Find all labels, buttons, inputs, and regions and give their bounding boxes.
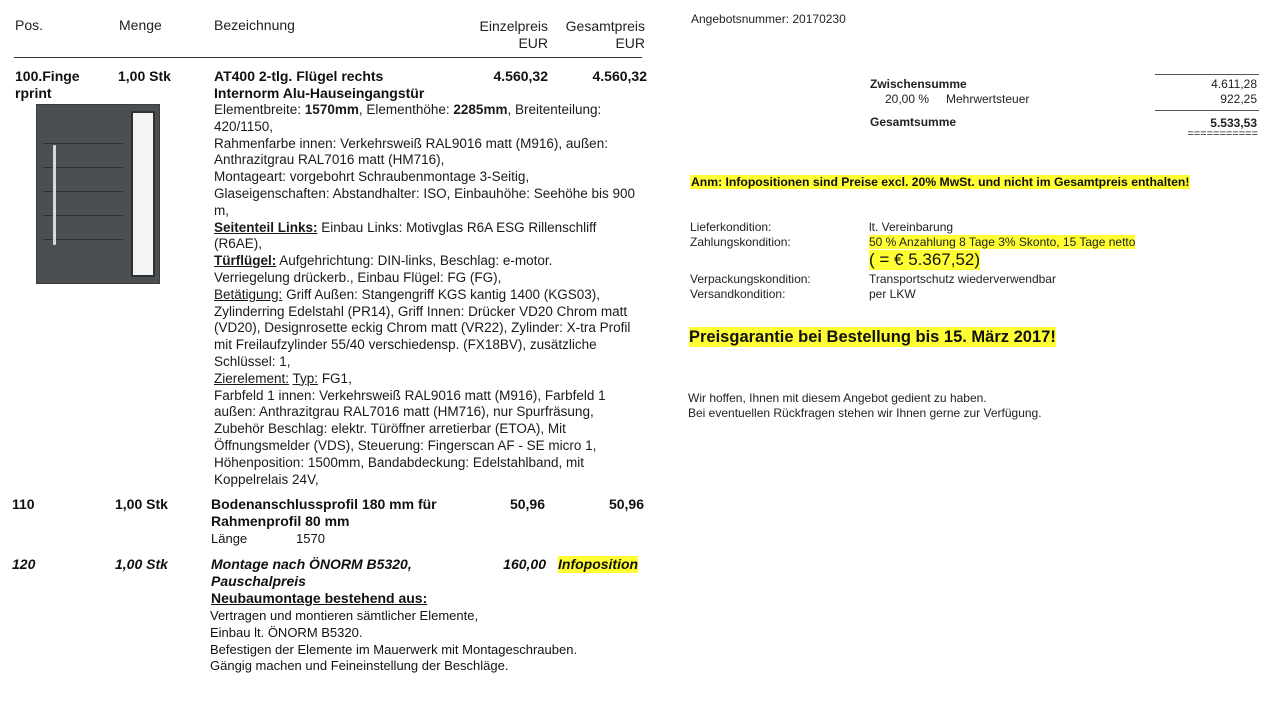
desc-line: 420/1150, [214, 118, 274, 134]
info-note: Anm: Infopositionen sind Preise excl. 20% MwSt. und nicht im Gesamtpreis enthalten! [691, 175, 1190, 189]
desc-text: Elementbreite: [214, 102, 305, 117]
payment-value: 50 % Anzahlung 8 Tage 3% Skonto, 15 Tage netto [869, 235, 1136, 249]
closing-line-1: Wir hoffen, Ihnen mit diesem Angebot gedient zu haben. [688, 391, 987, 405]
item-100-title: AT400 2-tlg. Flügel rechts [214, 68, 384, 84]
offer-number: Angebotsnummer: 20170230 [691, 12, 846, 26]
desc-line [214, 253, 654, 270]
section-betaetigung: Betätigung: [214, 286, 283, 302]
desc-text: Einbau Links: Motivglas R6A ESG Rillenschliff [317, 219, 597, 235]
desc-line: Farbfeld 1 innen: Verkehrsweiß RAL9016 matt (M916), Farbfeld 1 [214, 387, 606, 403]
packaging-value: Transportschutz wiederverwendbar [869, 272, 1056, 286]
desc-line: Verriegelung drückerb., Einbau Flügel: FG (FG), [214, 269, 502, 285]
desc-line: Schlüssel: 1, [214, 353, 291, 369]
payment-amount: ( = € 5.367,52) [869, 250, 981, 269]
col-header-bezeichnung: Bezeichnung [214, 17, 295, 33]
desc-line: (VD20), Designrosette eckig Chrom matt (VR22), Zylinder: X-tra Profil [214, 320, 631, 336]
item-120-line-1: Vertragen und montieren sämtlicher Elemente, [210, 608, 479, 623]
desc-line: Zubehör Beschlag: elektr. Türöffner arretierbar (ETOA), Mit [214, 421, 566, 437]
item-100-total-price: 4.560,32 [592, 68, 647, 84]
item-120-qty: 1,00 Stk [115, 556, 168, 572]
delivery-label: Lieferkondition: [690, 220, 772, 234]
desc-line: Glaseigenschaften: Abstandhalter: ISO, Einbauhöhe: Seehöhe bis 900 [214, 185, 636, 201]
subtotal-label: Zwischensumme [870, 77, 967, 91]
price-guarantee: Preisgarantie bei Bestellung bis 15. März 2017! [689, 328, 1056, 346]
item-100-description [214, 102, 654, 488]
payment-label: Zahlungskondition: [690, 235, 791, 249]
total-double-rule: =========== [1187, 128, 1258, 140]
vat-label: Mehrwertsteuer [946, 92, 1030, 106]
item-120-line-4: Gängig machen und Feineinstellung der Beschläge. [210, 658, 509, 673]
item-120-pos: 120 [12, 556, 36, 572]
total-label: Gesamtsumme [870, 115, 957, 129]
desc-text: , Breitenteilung: [507, 102, 602, 117]
closing-line-2: Bei eventuellen Rückfragen stehen wir Ihnen gerne zur Verfügung. [688, 406, 1042, 420]
desc-line: m, [214, 202, 229, 218]
col-header-menge: Menge [119, 17, 162, 33]
section-typ: Typ: [292, 370, 319, 386]
desc-text: , Elementhöhe: [358, 102, 454, 117]
item-120-unit-price: 160,00 [503, 556, 546, 572]
delivery-value: lt. Vereinbarung [869, 220, 954, 234]
desc-line: Zylinderring Edelstahl (PR14), Griff Innen: Drücker VD20 Chrom matt [214, 303, 628, 319]
desc-text: Griff Außen: Stangengriff KGS kantig 1400 (KGS03), [282, 286, 600, 302]
item-120-subtitle: Pauschalpreis [211, 573, 306, 589]
desc-line: Rahmenfarbe innen: Verkehrsweiß RAL9016 matt (M916), außen: [214, 135, 608, 151]
item-110-total-price: 50,96 [608, 496, 644, 512]
total-rule [1155, 110, 1259, 111]
desc-line: Höhenposition: 1500mm, Bandabdeckung: Edelstahlband, mit [214, 454, 584, 470]
door-handle [53, 145, 56, 245]
item-120-line-3: Befestigen der Elemente im Mauerwerk mit Montageschrauben. [210, 642, 578, 657]
element-height: 2285mm [453, 102, 508, 117]
total-value: 5.533,53 [1210, 116, 1257, 130]
desc-line: Montageart: vorgebohrt Schraubenmontage 3-Seitig, [214, 169, 530, 185]
col-header-einzelpreis: Einzelpreis [479, 18, 548, 34]
item-110-length-value: 1570 [296, 531, 325, 546]
shipping-value: per LKW [869, 287, 916, 301]
col-header-gesamtpreis: Gesamtpreis [565, 18, 645, 34]
section-zierelement: Zierelement: [214, 370, 290, 386]
item-110-qty: 1,00 Stk [115, 496, 168, 512]
desc-line [214, 287, 654, 304]
desc-line [214, 371, 654, 388]
desc-line: (R6AE), [214, 236, 263, 252]
desc-text: FG1, [318, 370, 352, 386]
vat-value: 922,25 [1220, 92, 1257, 106]
section-tuerfluegel: Türflügel: [214, 253, 277, 269]
section-seitenteil: Seitenteil Links: [214, 219, 318, 235]
item-120-title: Montage nach ÖNORM B5320, [211, 556, 412, 572]
desc-line [214, 102, 654, 119]
item-100-qty: 1,00 Stk [118, 68, 171, 84]
header-divider [14, 57, 642, 58]
item-120-info-badge: Infoposition [558, 556, 639, 572]
col-header-pos: Pos. [15, 17, 44, 33]
desc-text: Aufgehrichtung: DIN-links, Beschlag: e-motor. [276, 253, 553, 269]
subtotal-rule [1155, 74, 1259, 75]
shipping-label: Versandkondition: [690, 287, 786, 301]
item-110-unit-price: 50,96 [509, 496, 545, 512]
item-110-subtitle: Rahmenprofil 80 mm [211, 513, 350, 529]
door-sidelite [131, 111, 155, 277]
item-120-line-2: Einbau lt. ÖNORM B5320. [210, 625, 363, 640]
item-110-length-label: Länge [211, 531, 248, 546]
vat-rate: 20,00 % [885, 92, 930, 106]
item-100-unit-price: 4.560,32 [493, 68, 548, 84]
desc-line: außen: Anthrazitgrau RAL7016 matt (HM716), nur Spurfräsung, [214, 404, 594, 420]
door-image [36, 104, 160, 284]
item-110-title: Bodenanschlussprofil 180 mm für [211, 496, 437, 512]
item-100-pos-cont: rprint [15, 85, 52, 101]
desc-line: Öffnungsmelder (VDS), Steuerung: Fingerscan AF - SE micro 1, [214, 437, 597, 453]
item-110-pos: 110 [12, 496, 35, 512]
desc-line: mit Freilaufzylinder 55/40 verschiedensp. (FX18BV), zusätzliche [214, 337, 597, 353]
desc-line [214, 220, 654, 237]
element-width: 1570mm [304, 102, 359, 117]
item-100-pos: 100.Finge [15, 68, 80, 84]
packaging-label: Verpackungskondition: [690, 272, 811, 286]
item-120-subheading: Neubaumontage bestehend aus: [211, 590, 428, 606]
desc-line: Anthrazitgrau RAL7016 matt (HM716), [214, 152, 445, 168]
col-header-einzelpreis-unit: EUR [518, 35, 548, 51]
subtotal-value: 4.611,28 [1211, 77, 1257, 91]
item-100-subtitle: Internorm Alu-Hauseingangstür [214, 85, 425, 101]
desc-line: Koppelrelais 24V, [214, 471, 319, 487]
col-header-gesamtpreis-unit: EUR [615, 35, 645, 51]
